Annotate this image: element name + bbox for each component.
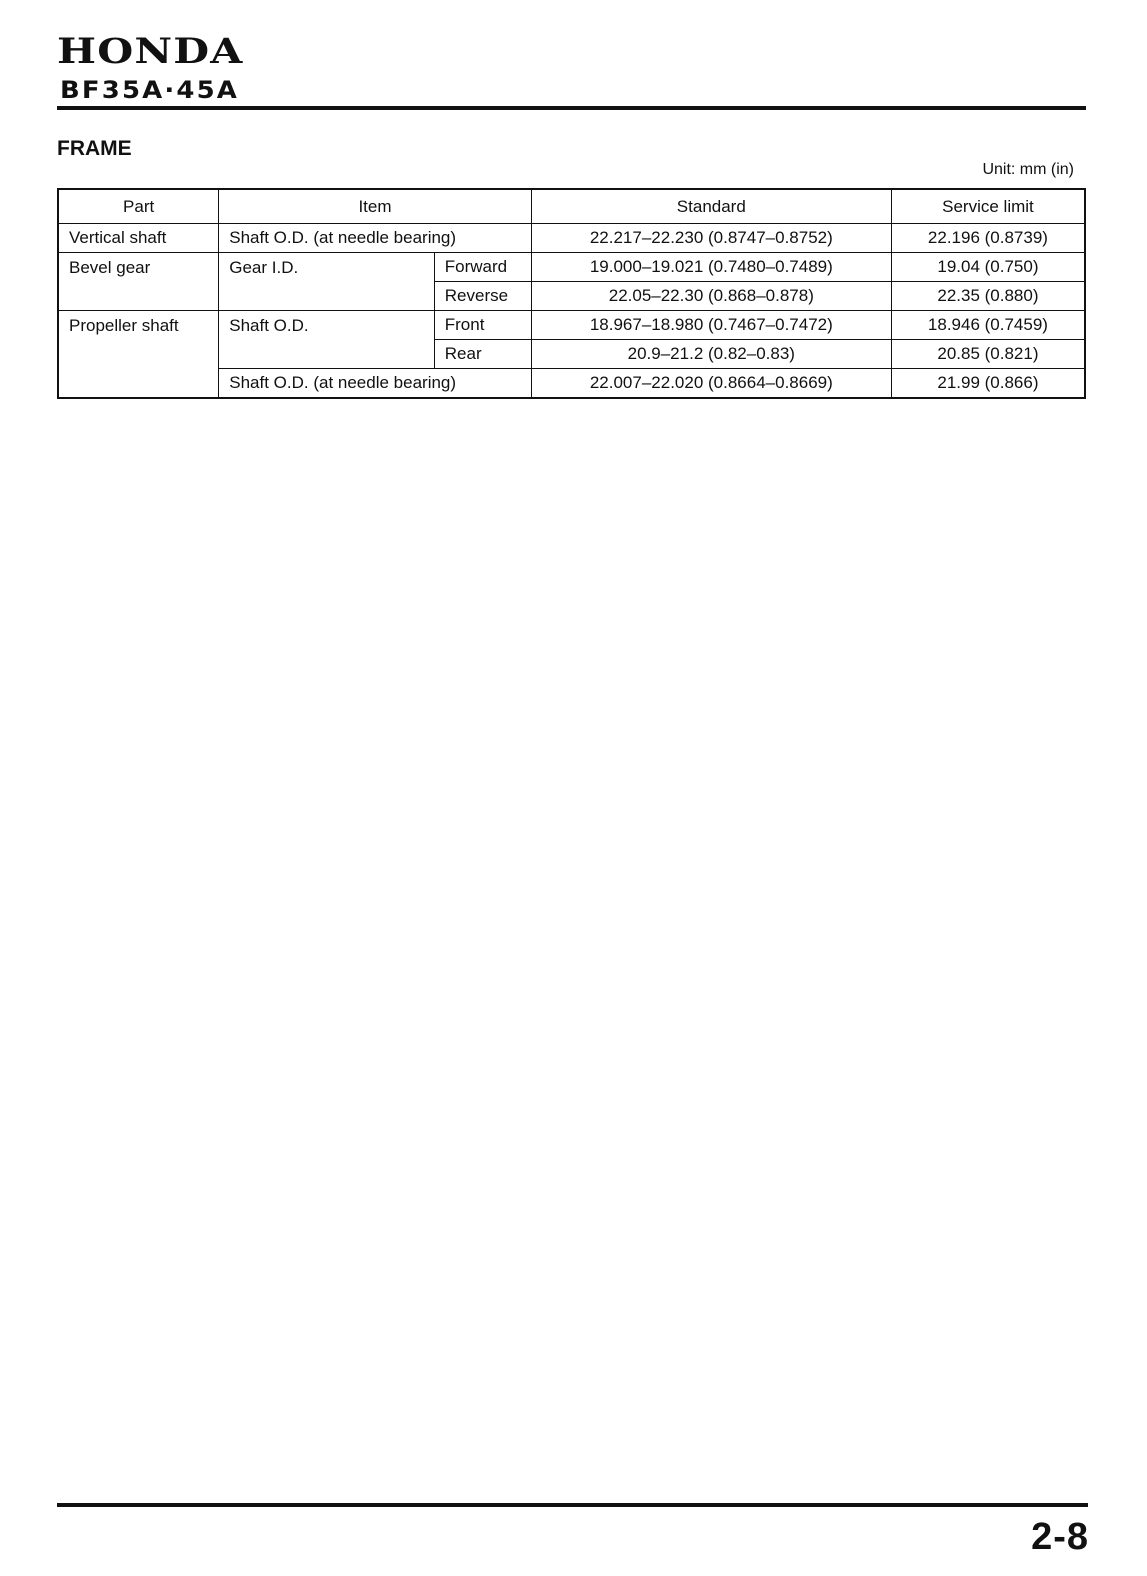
page-number: 2-8 (1031, 1516, 1089, 1558)
header-divider (57, 106, 1086, 110)
limit-cell: 18.946 (0.7459) (891, 311, 1085, 340)
limit-cell: 22.196 (0.8739) (891, 224, 1085, 253)
item-cell: Shaft O.D. (219, 311, 435, 369)
standard-cell: 20.9–21.2 (0.82–0.83) (531, 340, 891, 369)
standard-cell: 18.967–18.980 (0.7467–0.7472) (531, 311, 891, 340)
limit-cell: 20.85 (0.821) (891, 340, 1085, 369)
item-cell: Shaft O.D. (at needle bearing) (219, 224, 531, 253)
section-title: FRAME (57, 137, 132, 160)
item-cell: Shaft O.D. (at needle bearing) (219, 369, 531, 399)
standard-cell: 22.05–22.30 (0.868–0.878) (531, 282, 891, 311)
table-row (58, 311, 1085, 340)
header-item: Item (219, 189, 531, 224)
sub-item-cell: Rear (434, 340, 531, 369)
sub-item-cell: Reverse (434, 282, 531, 311)
standard-cell: 19.000–19.021 (0.7480–0.7489) (531, 253, 891, 282)
part-cell: Bevel gear (58, 253, 219, 311)
part-cell: Propeller shaft (58, 311, 219, 399)
part-cell: Vertical shaft (58, 224, 219, 253)
header-part: Part (58, 189, 219, 224)
header-service-limit: Service limit (891, 189, 1085, 224)
sub-item-cell: Front (434, 311, 531, 340)
model-title: BF35A·45A (60, 76, 240, 104)
brand-logo: HONDA (57, 31, 244, 72)
standard-cell: 22.217–22.230 (0.8747–0.8752) (531, 224, 891, 253)
table-row (58, 253, 1085, 282)
limit-cell: 21.99 (0.866) (891, 369, 1085, 399)
unit-label: Unit: mm (in) (982, 161, 1074, 178)
table-row (58, 224, 1085, 253)
limit-cell: 19.04 (0.750) (891, 253, 1085, 282)
item-cell: Gear I.D. (219, 253, 435, 311)
table-header-row (58, 189, 1085, 224)
sub-item-cell: Forward (434, 253, 531, 282)
limit-cell: 22.35 (0.880) (891, 282, 1085, 311)
header-standard: Standard (531, 189, 891, 224)
footer-divider (57, 1503, 1088, 1507)
standard-cell: 22.007–22.020 (0.8664–0.8669) (531, 369, 891, 399)
frame-spec-table (57, 188, 1086, 399)
